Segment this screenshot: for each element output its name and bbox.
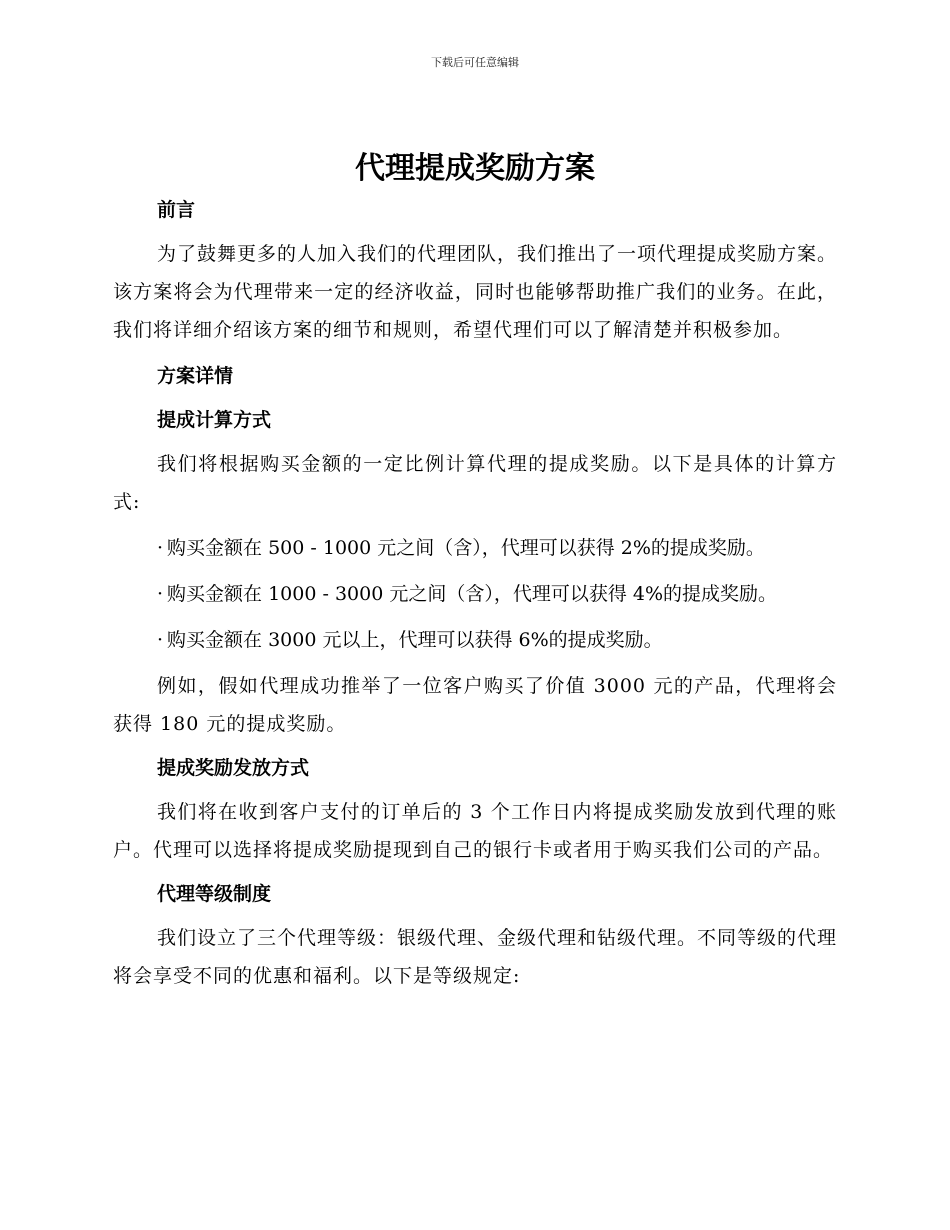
bullet-item bbox=[113, 621, 837, 659]
heading-payout: 提成奖励发放方式 bbox=[157, 757, 310, 779]
paragraph-example: 例如，假如代理成功推举了一位客户购买了价值 3000 元的产品，代理将会获得 180 元的提成奖励。 bbox=[113, 675, 837, 735]
paragraph-payout: 我们将在收到客户支付的订单后的 3 个工作日内将提成奖励发放到代理的账户。代理可以选择将提成奖励提现到自己的银行卡或者用于购买我们公司的产品。 bbox=[113, 801, 837, 861]
bullet-symbol: · bbox=[157, 583, 164, 605]
bullet-item bbox=[113, 575, 837, 613]
paragraph-preface: 为了鼓舞更多的人加入我们的代理团队，我们推出了一项代理提成奖励方案。该方案将会为代理带来一定的经济收益，同时也能够帮助推广我们的业务。在此，我们将详细介绍该方案的细节和规则，希望代理们可以了解清楚并积极参加。 bbox=[113, 243, 838, 341]
heading-details: 方案详情 bbox=[157, 365, 234, 387]
bullet-text: 购买金额在 1000 - 3000 元之间（含），代理可以获得 4%的提成奖励。 bbox=[167, 583, 778, 605]
bullet-symbol: · bbox=[157, 629, 164, 651]
bullet-item bbox=[113, 529, 837, 567]
bullet-text: 购买金额在 500 - 1000 元之间（含），代理可以获得 2%的提成奖励。 bbox=[167, 537, 765, 559]
header-note: 下载后可任意编辑 bbox=[431, 56, 519, 69]
bullet-text: 购买金额在 3000 元以上，代理可以获得 6%的提成奖励。 bbox=[167, 629, 663, 651]
paragraph-levels: 我们设立了三个代理等级：银级代理、金级代理和钻级代理。不同等级的代理将会享受不同的优惠和福利。以下是等级规定: bbox=[113, 927, 838, 987]
document-body bbox=[113, 145, 837, 995]
bullet-symbol: · bbox=[157, 537, 164, 559]
heading-preface: 前言 bbox=[157, 199, 196, 221]
heading-calculation: 提成计算方式 bbox=[157, 409, 272, 431]
heading-levels: 代理等级制度 bbox=[157, 883, 272, 905]
paragraph-calculation: 我们将根据购买金额的一定比例计算代理的提成奖励。以下是具体的计算方式: bbox=[113, 453, 837, 513]
document-title: 代理提成奖励方案 bbox=[355, 151, 595, 186]
